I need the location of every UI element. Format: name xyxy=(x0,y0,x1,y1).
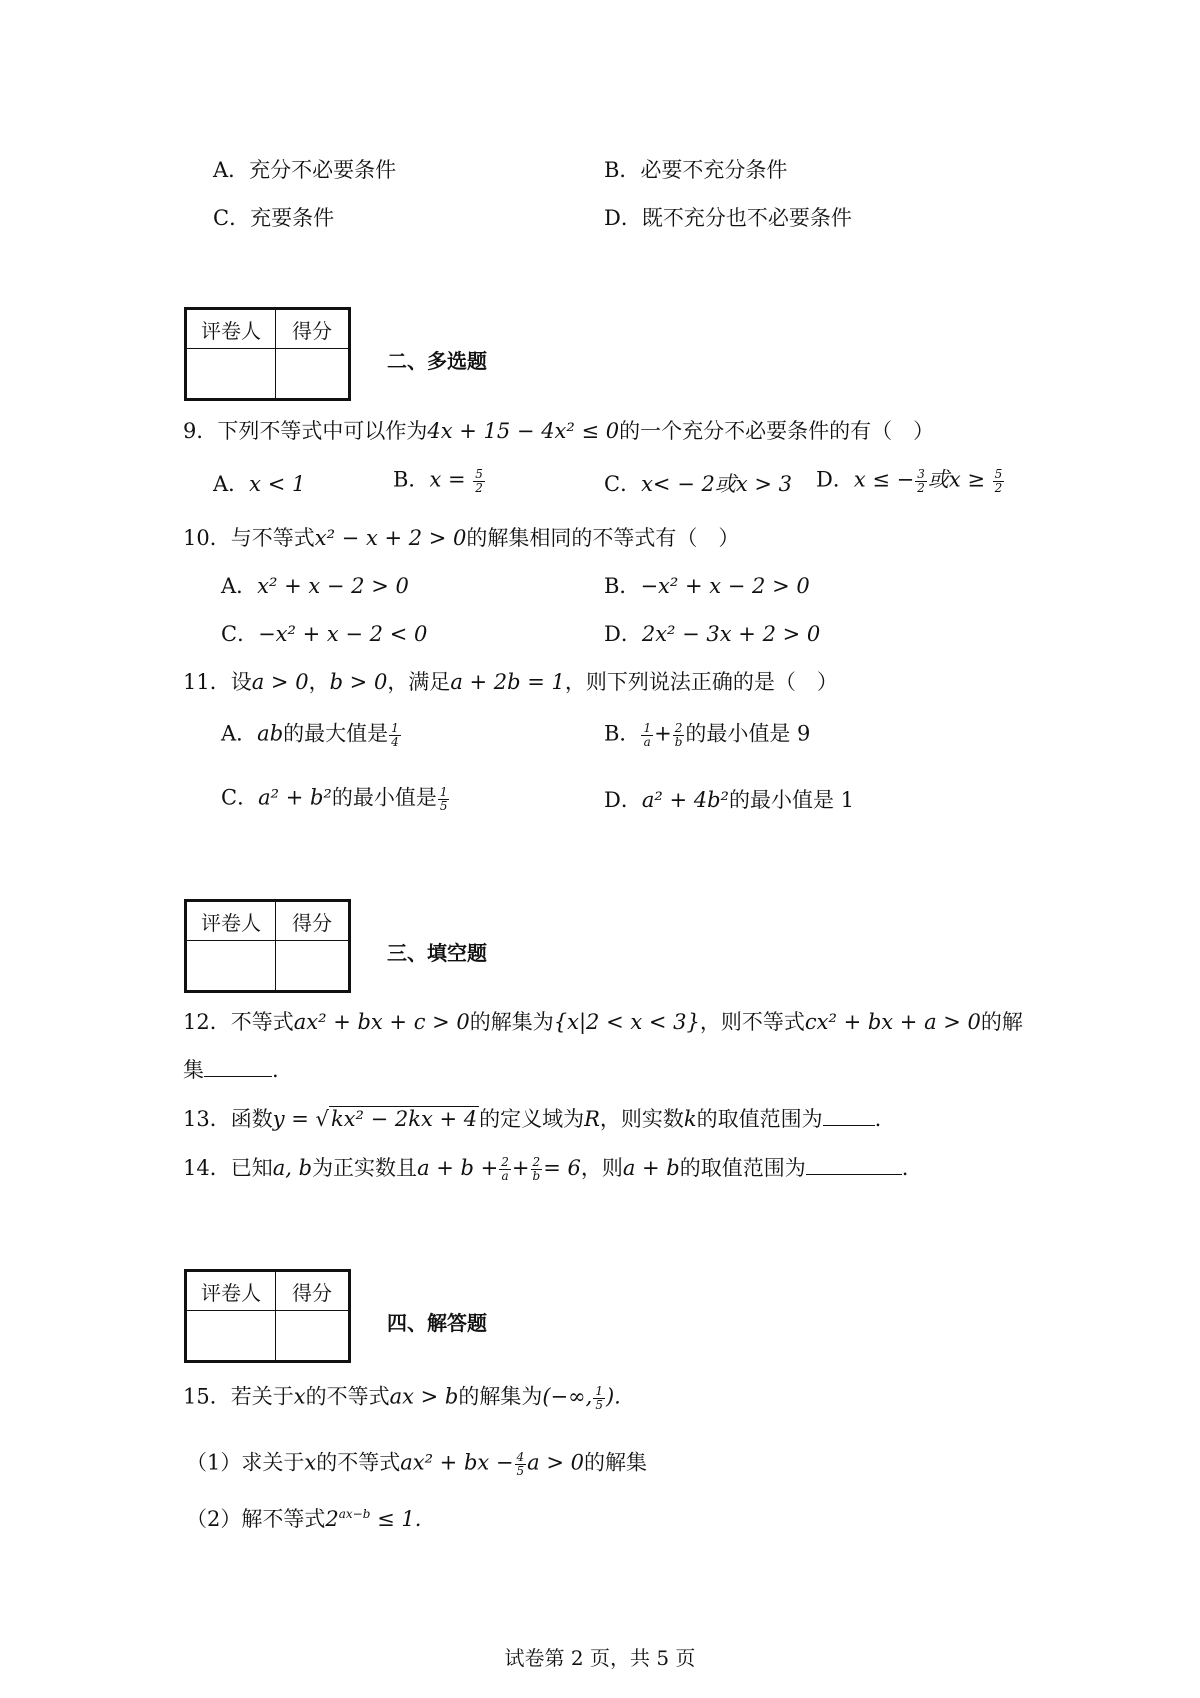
q13-stem: 13．函数y = √kx² − 2kx + 4的定义域为R，则实数k的取值范围为 . xyxy=(183,1107,882,1131)
q9-option-a: A．x < 1 xyxy=(213,472,306,496)
reviewer-cell xyxy=(186,349,276,400)
q11-option-b: B． $\frac{1}{a}$ + $\frac{2}{b}$ 的最小值是 9 xyxy=(604,721,811,749)
score-label: 得分 xyxy=(276,309,350,349)
q12-line1: 12．不等式ax² + bx + c > 0的解集为{x|2 < x < 3}，则不等式cx² + bx + a > 0的解 xyxy=(183,1010,1023,1034)
answer-blank[interactable] xyxy=(204,1058,272,1077)
reviewer-cell xyxy=(186,941,276,992)
q15-part2: （2）解不等式$2^{ax-b} \le 1$. xyxy=(186,1507,422,1531)
reviewer-label: 评卷人 xyxy=(186,309,276,349)
q9-stem: 9．下列不等式中可以作为4x + 15 − 4x² ≤ 0的一个充分不必要条件的有（ ） xyxy=(183,419,935,443)
score-cell xyxy=(276,1311,350,1362)
q9-option-d: D．x ≤ − $\frac{3}{2}$ 或x ≥ $\frac{5}{2}$ xyxy=(816,467,1003,495)
score-cell xyxy=(276,941,350,992)
q12-line2: 集 . xyxy=(183,1058,279,1082)
reviewer-cell xyxy=(186,1311,276,1362)
q8-option-d: D．既不充分也不必要条件 xyxy=(604,206,852,230)
q10-option-b: B．−x² + x − 2 > 0 xyxy=(604,574,810,598)
q8-option-b: B．必要不充分条件 xyxy=(604,158,788,182)
section-title-fill-blank: 三、填空题 xyxy=(387,941,487,965)
q11-stem: 11．设a > 0，b > 0，满足a + 2b = 1，则下列说法正确的是（ ） xyxy=(183,670,838,694)
q8-option-a: A．充分不必要条件 xyxy=(213,158,397,182)
q11-option-c: C．a² + b²的最小值是 $\frac{1}{5}$ xyxy=(221,785,448,813)
q8-option-c: C．充要条件 xyxy=(213,206,335,230)
q9-option-c: C．x< − 2或x > 3 xyxy=(604,472,792,496)
reviewer-label: 评卷人 xyxy=(186,1271,276,1311)
q10-option-a: A．x² + x − 2 > 0 xyxy=(221,574,409,598)
section-title-multi-choice: 二、多选题 xyxy=(387,349,487,373)
score-label: 得分 xyxy=(276,1271,350,1311)
q10-option-c: C．−x² + x − 2 < 0 xyxy=(221,622,428,646)
q11-option-a: A．ab的最大值是 $\frac{1}{4}$ xyxy=(221,721,399,749)
reviewer-label: 评卷人 xyxy=(186,901,276,941)
answer-blank[interactable] xyxy=(823,1107,875,1126)
q11-option-d: D．a² + 4b²的最小值是 1 xyxy=(604,788,854,812)
q10-stem: 10．与不等式x² − x + 2 > 0的解集相同的不等式有（ ） xyxy=(183,526,740,550)
q15-part1: （1）求关于x的不等式ax² + bx − $\frac{4}{5}$ a > 0的解集 xyxy=(186,1450,647,1478)
q15-stem: 15．若关于x的不等式ax > b的解集为(−∞, $\frac{1}{5}$ ). xyxy=(183,1384,621,1412)
q10-option-d: D．2x² − 3x + 2 > 0 xyxy=(604,622,821,646)
q14-stem: 14．已知a, b为正实数且a + b + $\frac{2}{a}$ + $\frac{2}{b}$ = 6，则a + b的取值范围为 . xyxy=(183,1155,909,1183)
page-footer: 试卷第 2 页，共 5 页 xyxy=(504,1646,696,1670)
score-table xyxy=(184,307,351,401)
score-table xyxy=(184,1269,351,1363)
score-table xyxy=(184,899,351,993)
section-title-answer: 四、解答题 xyxy=(387,1311,487,1335)
score-cell xyxy=(276,349,350,400)
answer-blank[interactable] xyxy=(806,1156,902,1175)
score-label: 得分 xyxy=(276,901,350,941)
q9-option-b: B．x = $\frac{5}{2}$ xyxy=(393,467,483,495)
